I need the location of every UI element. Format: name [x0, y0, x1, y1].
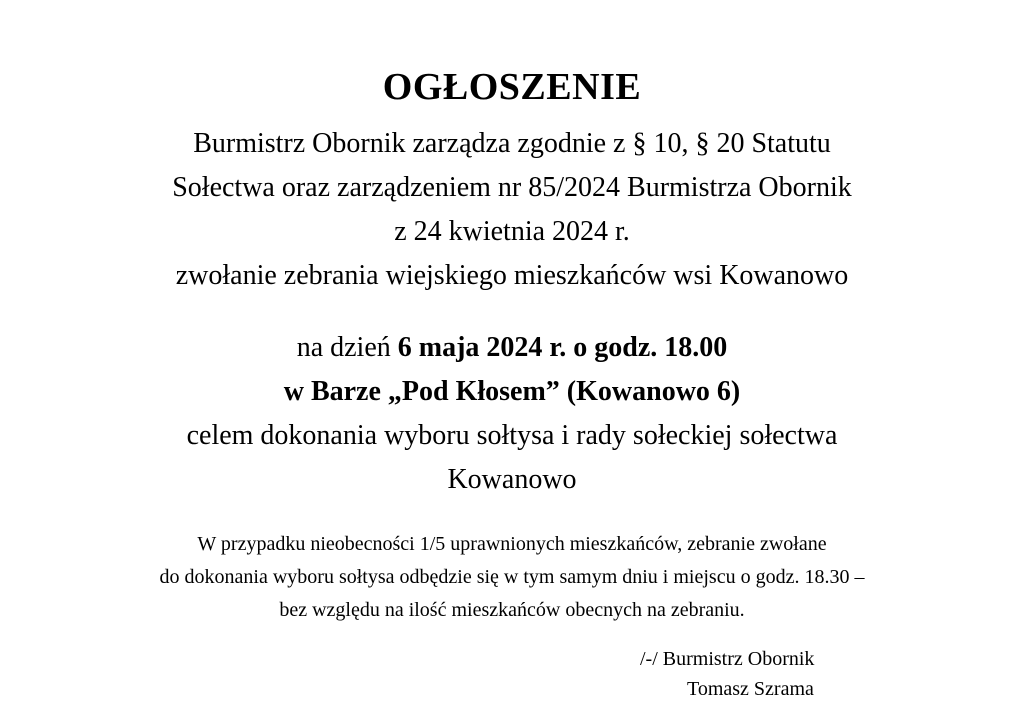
intro-line: Burmistrz Obornik zarządza zgodnie z § 10, § 20 Statutu — [193, 128, 831, 159]
meeting-purpose-line: Kowanowo — [447, 464, 577, 495]
intro-paragraph — [0, 122, 1024, 298]
meeting-details — [0, 326, 1024, 502]
meeting-date-prefix: na dzień — [296, 332, 398, 363]
notice-line: W przypadku nieobecności 1/5 uprawnionych mieszkańców, zebranie zwołane — [197, 533, 827, 555]
meeting-purpose-line: celem dokonania wyboru sołtysa i rady sołeckiej sołectwa — [186, 420, 838, 451]
notice-line: bez względu na ilość mieszkańców obecnych na zebraniu. — [279, 599, 745, 621]
intro-line: zwołanie zebrania wiejskiego mieszkańców wsi Kowanowo — [175, 260, 849, 291]
signature-name: Tomasz Szrama — [687, 678, 814, 700]
meeting-date-time: 6 maja 2024 r. o godz. 18.00 — [397, 332, 728, 363]
document-title: OGŁOSZENIE — [382, 66, 642, 108]
notice-line: do dokonania wyboru sołtysa odbędzie się w tym samym dniu i miejscu o godz. 18.30 – — [159, 566, 865, 588]
intro-line: z 24 kwietnia 2024 r. — [394, 216, 630, 247]
intro-line: Sołectwa oraz zarządzeniem nr 85/2024 Burmistrza Obornik — [172, 172, 852, 203]
signature-block — [640, 644, 900, 704]
meeting-location: w Barze „Pod Kłosem” (Kowanowo 6) — [283, 376, 741, 407]
signature-role: /-/ Burmistrz Obornik — [640, 648, 815, 670]
quorum-notice — [0, 528, 1024, 627]
meeting-date-line — [0, 326, 1024, 370]
